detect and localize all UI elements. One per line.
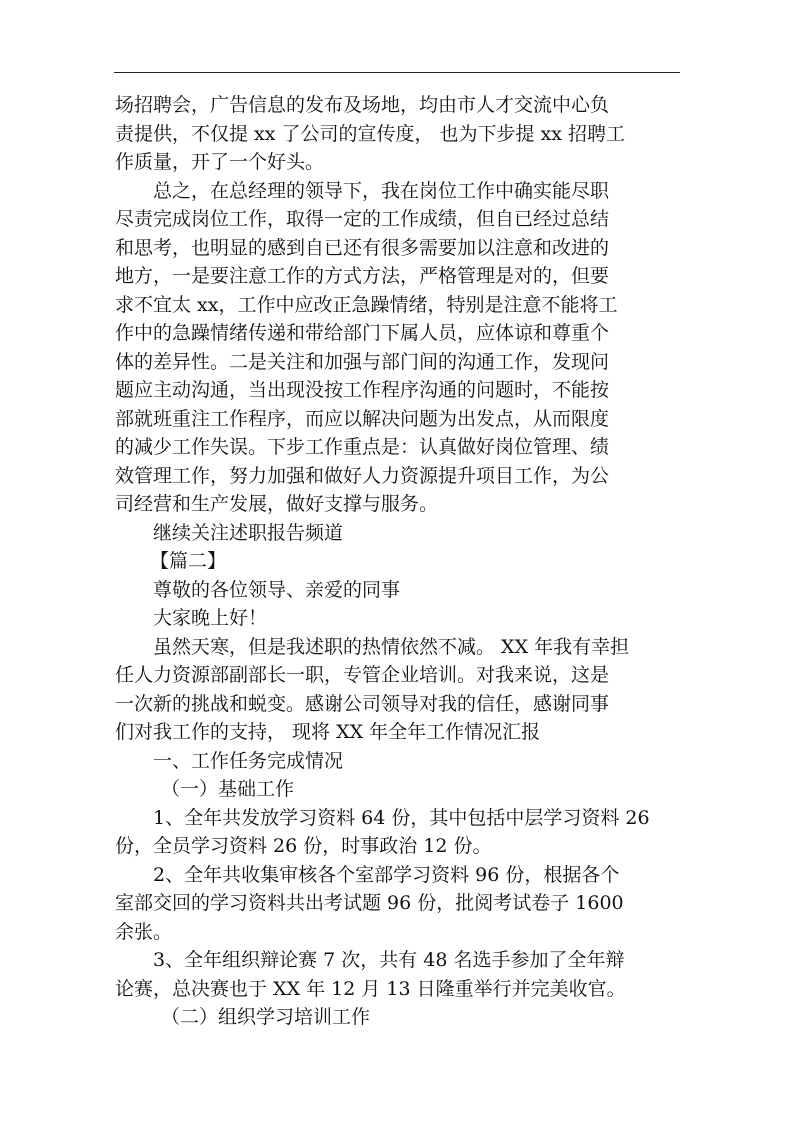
text-line: 论赛，总决赛也于 XX 年 12 月 13 日隆重举行并完美收官。 bbox=[115, 977, 626, 1000]
text-line: 的减少工作失误。下步工作重点是：认真做好岗位管理、绩 bbox=[115, 436, 610, 458]
text-line: 责提供，不仅提 xx 了公司的宣传度， 也为下步提 xx 招聘工 bbox=[115, 122, 626, 145]
text-line: 室部交回的学习资料共出考试题 96 份，批阅考试卷子 1600 bbox=[115, 892, 624, 914]
text-line: 们对我工作的支持， 现将 XX 年全年工作情况汇报 bbox=[115, 721, 541, 743]
text-line: 3、全年组织辩论赛 7 次，共有 48 名选手参加了全年辩 bbox=[153, 949, 625, 971]
subsection-heading: （一）基础工作 bbox=[161, 778, 295, 800]
text-line: 总之，在总经理的领导下，我在岗位工作中确实能尽职 bbox=[153, 179, 610, 202]
text-line: 份，全员学习资料 26 份，时事政治 12 份。 bbox=[115, 835, 492, 857]
text-line: 地方，一是要注意工作的方式方法，严格管理是对的，但要 bbox=[115, 265, 610, 287]
text-line: 作中的急躁情绪传递和带给部门下属人员，应体谅和尊重个 bbox=[115, 322, 610, 344]
document-body bbox=[115, 91, 681, 1032]
subsection-heading: 一、工作任务完成情况 bbox=[153, 749, 344, 772]
text-line: 作质量，开了一个好头。 bbox=[115, 151, 325, 173]
text-line: 2、全年共收集审核各个室部学习资料 96 份，根据各个 bbox=[153, 863, 620, 886]
text-line: 场招聘会，广告信息的发布及场地，均由市人才交流中心负 bbox=[115, 94, 610, 116]
greeting: 大家晚上好！ bbox=[153, 607, 268, 629]
text-line: 题应主动沟通，当出现没按工作程序沟通的问题时，不能按 bbox=[115, 379, 610, 401]
salutation: 尊敬的各位领导、亲爱的同事 bbox=[153, 578, 401, 601]
header-rule bbox=[114, 72, 680, 73]
text-line: 效管理工作，努力加强和做好人力资源提升项目工作，为公 bbox=[115, 464, 610, 487]
text-line: 尽责完成岗位工作，取得一定的工作成绩，但自已经过总结 bbox=[115, 208, 610, 230]
text-line: 1、全年共发放学习资料 64 份，其中包括中层学习资料 26 bbox=[153, 806, 650, 829]
text-line: 和思考，也明显的感到自已还有很多需要加以注意和改进的 bbox=[115, 236, 610, 259]
section-link-text: 继续关注述职报告频道 bbox=[153, 521, 344, 544]
text-line: 任人力资源部副部长一职，专管企业培训。对我来说，这是 bbox=[115, 664, 610, 686]
section-heading: 【篇二】 bbox=[150, 550, 227, 572]
subsection-heading: （二）组织学习培训工作 bbox=[161, 1006, 371, 1028]
text-line: 一次新的挑战和蜕变。感谢公司领导对我的信任，感谢同事 bbox=[115, 692, 610, 715]
text-line: 虽然天寒，但是我述职的热情依然不减。 XX 年我有幸担 bbox=[153, 635, 630, 658]
text-line: 体的差异性。二是关注和加强与部门间的沟通工作，发现问 bbox=[115, 350, 610, 373]
text-line: 司经营和生产发展，做好支撑与服务。 bbox=[115, 493, 439, 515]
text-line: 部就班重注工作程序，而应以解决问题为出发点，从而限度 bbox=[115, 407, 610, 430]
text-line: 求不宜太 xx，工作中应改正急躁情绪，特别是注意不能将工 bbox=[115, 293, 618, 316]
text-line: 余张。 bbox=[115, 920, 173, 943]
